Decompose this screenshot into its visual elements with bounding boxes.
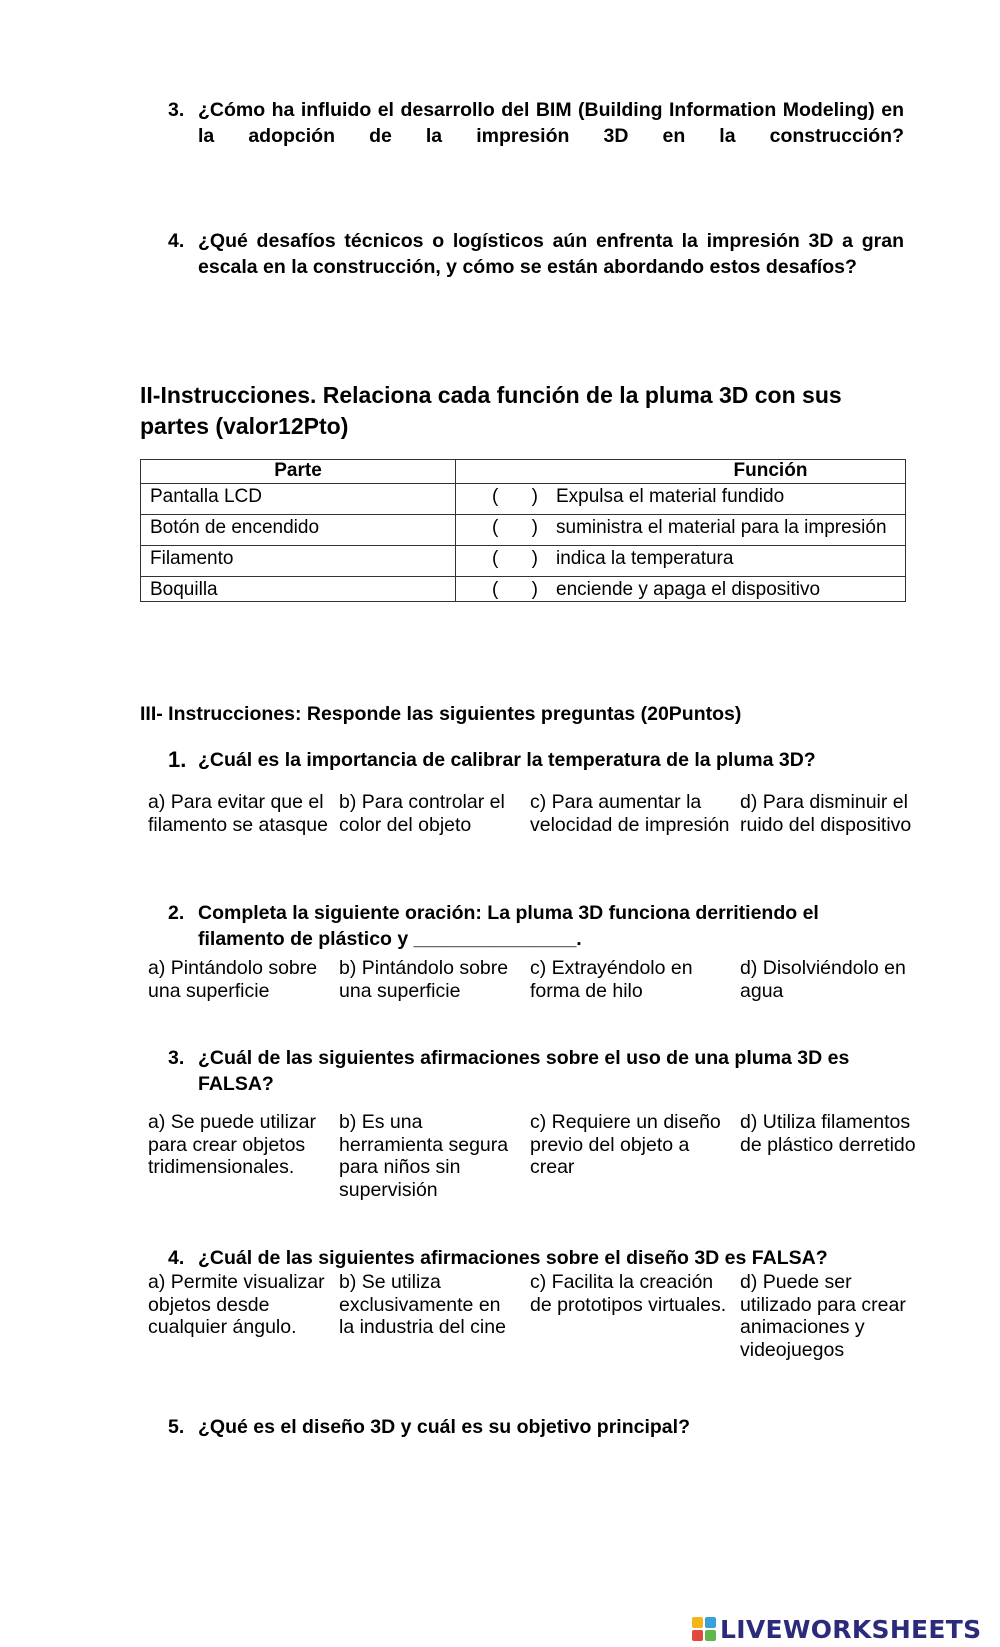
option-c[interactable]: c) Para aumentar la velocidad de impresión: [530, 791, 730, 836]
mc-question-5: [168, 1414, 904, 1440]
table-row: [141, 515, 906, 546]
liveworksheets-logo-icon: [692, 1617, 716, 1641]
logo-square-icon: [705, 1617, 716, 1628]
section-2-title: II-Instrucciones. Relaciona cada función de la pluma 3D con sus partes (valor12Pto): [140, 382, 842, 439]
question-number: 1.: [168, 747, 187, 772]
section-3-title: III- Instrucciones: Responde las siguientes preguntas (20Puntos): [140, 703, 742, 725]
table-row: [141, 546, 906, 577]
answer-blank[interactable]: ( ): [492, 548, 538, 569]
option-b[interactable]: b) Para controlar el color del objeto: [339, 791, 505, 836]
logo-square-icon: [692, 1630, 703, 1641]
mc-question-3: [168, 1045, 904, 1097]
option-a[interactable]: a) Permite visualizar objetos desde cualquier ángulo.: [148, 1271, 325, 1338]
brand-name: LIVEWORKSHEETS: [720, 1614, 982, 1644]
part-cell: Pantalla LCD: [141, 484, 456, 515]
question-number: 3.: [168, 1047, 185, 1069]
mc-question-4: [168, 1245, 904, 1271]
logo-square-icon: [705, 1630, 716, 1641]
option-c[interactable]: c) Facilita la creación de prototipos virtuales.: [530, 1271, 727, 1316]
mc-question-2: [168, 900, 904, 952]
function-text: Expulsa el material fundido: [556, 486, 785, 507]
mc-question-1: [168, 747, 904, 773]
option-c[interactable]: c) Requiere un diseño previo del objeto a crear: [530, 1111, 721, 1178]
function-cell: [456, 577, 906, 602]
function-text: indica la temperatura: [556, 548, 734, 569]
question-text: ¿Cuál de las siguientes afirmaciones sobre el uso de una pluma 3D es FALSA?: [198, 1047, 850, 1095]
question-text: ¿Cuál de las siguientes afirmaciones sobre el diseño 3D es FALSA?: [198, 1247, 828, 1269]
question-number: 5.: [168, 1416, 185, 1438]
part-cell: Boquilla: [141, 577, 456, 602]
logo-square-icon: [692, 1617, 703, 1628]
matching-table: [140, 459, 906, 602]
table-row: [141, 577, 906, 602]
question-3: [168, 97, 904, 149]
option-b[interactable]: b) Pintándolo sobre una superficie: [339, 957, 509, 1002]
option-c[interactable]: c) Extrayéndolo en forma de hilo: [530, 957, 693, 1002]
table-row: [141, 484, 906, 515]
question-text: ¿Cuál es la importancia de calibrar la temperatura de la pluma 3D?: [198, 749, 816, 771]
question-number: 2.: [168, 902, 185, 924]
answer-blank[interactable]: ( ): [492, 517, 538, 538]
answer-blank[interactable]: ( ): [492, 486, 538, 507]
question-number: 3.: [168, 99, 185, 121]
option-d[interactable]: d) Utiliza filamentos de plástico derretido: [740, 1111, 916, 1156]
function-cell: [456, 515, 906, 546]
question-number: 4.: [168, 230, 185, 252]
function-text: enciende y apaga el dispositivo: [556, 579, 821, 600]
function-cell: [456, 484, 906, 515]
option-a[interactable]: a) Pintándolo sobre una superficie: [148, 957, 318, 1002]
option-d[interactable]: d) Para disminuir el ruido del dispositivo: [740, 791, 912, 836]
question-text: Completa la siguiente oración: La pluma 3D funciona derritiendo el filamento de plástico y _______________.: [198, 902, 819, 950]
option-a[interactable]: a) Se puede utilizar para crear objetos tridimensionales.: [148, 1111, 317, 1178]
header-part: Parte: [141, 460, 456, 484]
option-b[interactable]: b) Es una herramienta segura para niños sin supervisión: [339, 1111, 509, 1201]
table-header: [141, 460, 906, 484]
question-number: 4.: [168, 1247, 185, 1269]
option-d[interactable]: d) Puede ser utilizado para crear animaciones y videojuegos: [740, 1271, 906, 1361]
function-text: suministra el material para la impresión: [556, 517, 887, 538]
header-function: Función: [456, 460, 906, 484]
question-text: ¿Qué es el diseño 3D y cuál es su objetivo principal?: [198, 1416, 690, 1438]
liveworksheets-logo: [692, 1614, 981, 1644]
option-d[interactable]: d) Disolviéndolo en agua: [740, 957, 906, 1002]
option-a[interactable]: a) Para evitar que el filamento se atasque: [148, 791, 328, 836]
option-b[interactable]: b) Se utiliza exclusivamente en la industria del cine: [339, 1271, 506, 1338]
question-4: [168, 228, 904, 280]
answer-blank[interactable]: ( ): [492, 579, 538, 600]
part-cell: Botón de encendido: [141, 515, 456, 546]
function-cell: [456, 546, 906, 577]
part-cell: Filamento: [141, 546, 456, 577]
question-text: ¿Qué desafíos técnicos o logísticos aún enfrenta la impresión 3D a gran escala en la construcción, y cómo se están abordando estos desafíos?: [198, 230, 904, 278]
question-text: ¿Cómo ha influido el desarrollo del BIM (Building Information Modeling) en la adopción de la impresión 3D en la construcción?: [198, 99, 904, 147]
